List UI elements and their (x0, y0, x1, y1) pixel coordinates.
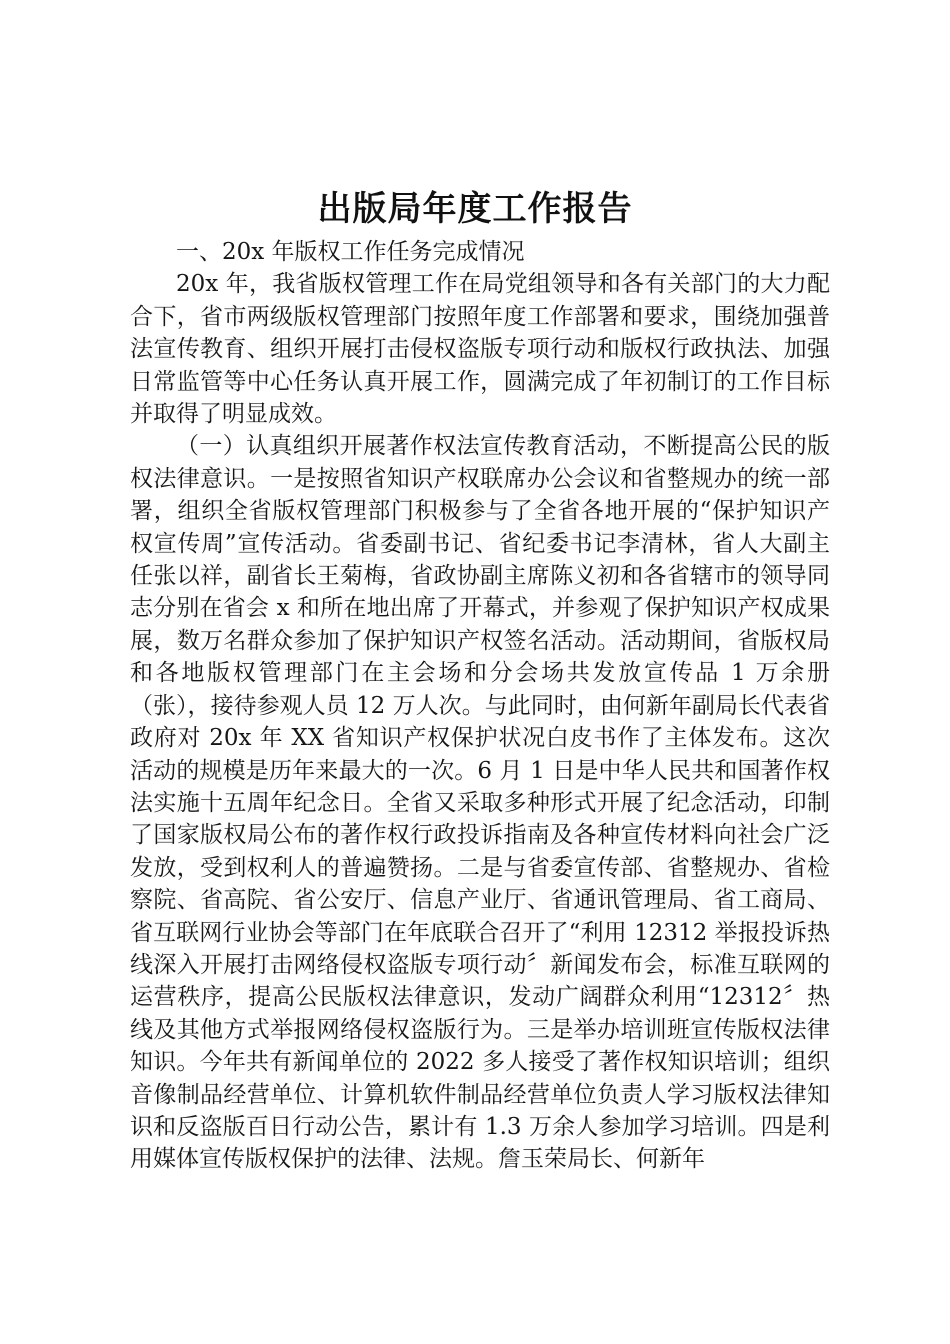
paragraph-1: 20x 年，我省版权管理工作在局党组领导和各有关部门的大力配合下，省市两级版权管理部门按照年度工作部署和要求，围绕加强普法宣传教育、组织开展打击侵权盗版专项行动和版权行政执法、加强日常监管等中心任务认真开展工作，圆满完成了年初制订的工作目标并取得了明显成效。 (130, 271, 830, 428)
document-title: 出版局年度工作报告 (317, 189, 633, 229)
paragraph-2: （一）认真组织开展著作权法宣传教育活动，不断提高公民的版权法律意识。一是按照省知识产权联席办公会议和省整规办的统一部署，组织全省版权管理部门积极参与了全省各地开展的“保护知识产权宣传周”宣传活动。省委副书记、省纪委书记李清林，省人大副主任张以祥，副省长王菊梅，省政协副主席陈义初和各省辖市的领导同志分别在省会 x 和所在地出席了开幕式，并参观了保护知识产权成果展，数万名群众参加了保护知识产权签名活动。活动期间，省版权局和各地版权管理部门在主会场和分会场共发放宣传品 1 万余册（张），接待参观人员 12 万人次。与此同时，由何新年副局长代表省政府对 20x 年 XX 省知识产权保护状况白皮书作了主体发布。这次活动的规模是历年来最大的一次。6 月 1 日是中华人民共和国著作权法实施十五周年纪念日。全省又采取多种形式开展了纪念活动，印制了国家版权局公布的著作权行政投诉指南及各种宣传材料向社会广泛发放，受到权利人的普遍赞扬。二是与省委宣传部、省整规办、省检察院、省高院、省公安厅、信息产业厅、省通讯管理局、省工商局、省互联网行业协会等部门在年底联合召开了“利用 12312 举报投诉热线深入开展打击网络侵权盗版专项行动〞新闻发布会，标准互联网的运营秩序，提高公民版权法律意识，发动广阔群众利用“12312〞热线及其他方式举报网络侵权盗版行为。三是举办培训班宣传版权法律知识。今年共有新闻单位的 2022 多人接受了著作权知识培训；组织音像制品经营单位、计算机软件制品经营单位负责人学习版权法律知识和反盗版百日行动公告，累计有 1.3 万余人参加学习培训。四是利用媒体宣传版权保护的法律、法规。詹玉荣局长、何新年 (130, 433, 830, 1173)
document-body (130, 236, 830, 1176)
section-heading: 一、20x 年版权工作任务完成情况 (176, 239, 525, 265)
